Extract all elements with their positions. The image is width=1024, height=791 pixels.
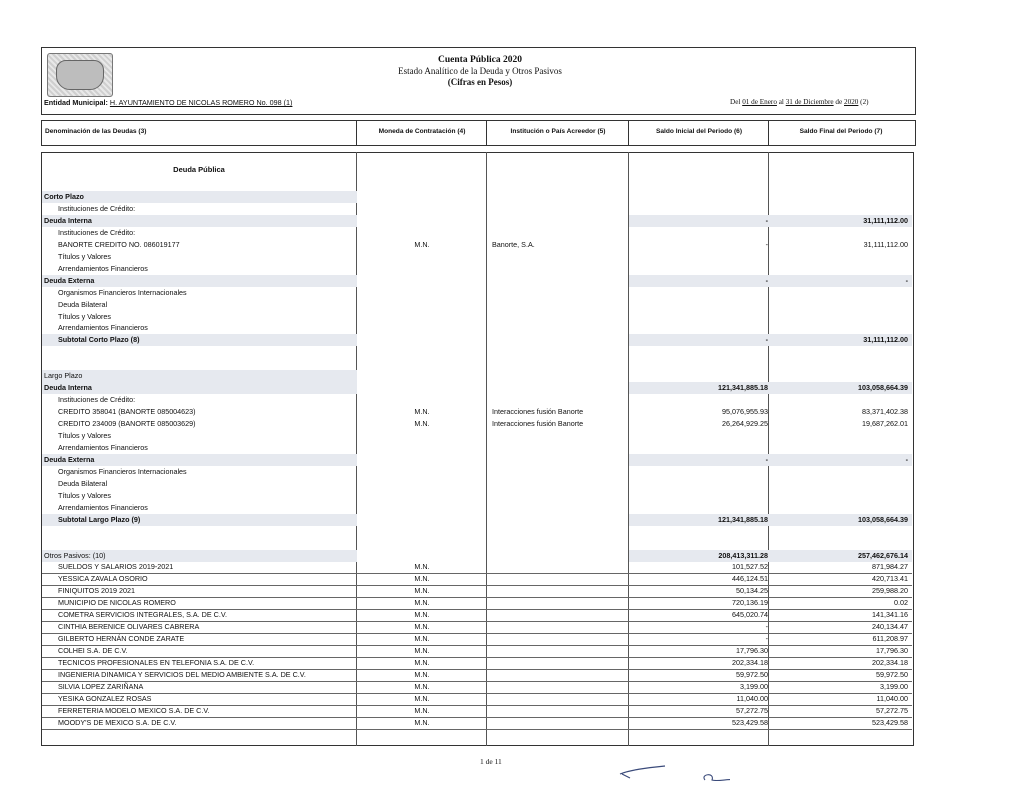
column-divider: [628, 120, 629, 146]
row-saldo-inicial: -: [765, 335, 768, 345]
row-saldo-inicial: -: [765, 634, 768, 644]
row-denominacion: Títulos y Valores: [58, 311, 111, 321]
col-header-saldo-inicial: Saldo Inicial del Periodo (6): [655, 128, 743, 135]
table-row: [42, 275, 912, 287]
row-saldo-final: 523,429.58: [872, 717, 908, 727]
column-divider: [768, 120, 769, 146]
row-saldo-final: -: [905, 454, 908, 464]
row-denominacion: Deuda Bilateral: [58, 299, 108, 309]
row-denominacion: INGENIERIA DINAMICA Y SERVICIOS DEL MEDIO AMBIENTE S.A. DE C.V.: [58, 670, 306, 679]
row-denominacion: COLHEI S.A. DE C.V.: [58, 646, 128, 656]
period-line: [730, 98, 869, 106]
table-row: [42, 418, 912, 430]
table-row: [42, 490, 912, 502]
table-row: [42, 406, 912, 418]
table-row: [42, 514, 912, 526]
row-moneda: M.N.: [414, 717, 430, 727]
table-row: [42, 263, 912, 275]
row-denominacion: Corto Plazo: [44, 192, 84, 201]
row-denominacion: Arrendamientos Financieros: [58, 323, 148, 333]
row-moneda: M.N.: [414, 610, 430, 620]
row-saldo-inicial: 121,341,885.18: [718, 514, 768, 524]
row-denominacion: Títulos y Valores: [58, 251, 111, 261]
row-saldo-inicial: 50,134.25: [736, 586, 768, 596]
row-denominacion: Arrendamientos Financieros: [58, 263, 148, 273]
column-divider: [486, 120, 487, 146]
table-row: [42, 287, 912, 299]
row-institucion: Interacciones fusión Banorte: [492, 419, 584, 429]
table-row: [42, 191, 912, 203]
period-mid: al: [778, 98, 784, 106]
row-saldo-final: 240,134.47: [872, 622, 908, 632]
report-title: Cuenta Pública 2020: [438, 55, 522, 65]
row-saldo-inicial: -: [765, 454, 768, 464]
table-row: [42, 346, 912, 358]
column-divider: [356, 120, 357, 146]
table-row: [42, 358, 912, 370]
row-denominacion: SILVIA LOPEZ ZARIÑANA: [58, 681, 144, 691]
table-row: [42, 454, 912, 466]
row-saldo-inicial: 26,264,929.25: [722, 419, 768, 429]
row-denominacion: Subtotal Corto Plazo (8): [58, 335, 140, 345]
row-moneda: M.N.: [414, 658, 430, 668]
row-denominacion: FINIQUITOS 2019 2021: [58, 586, 135, 596]
row-denominacion: Arrendamientos Financieros: [58, 502, 148, 512]
row-denominacion: Deuda Externa: [44, 275, 95, 285]
row-moneda: M.N.: [414, 670, 430, 679]
row-denominacion: FERRETERIA MODELO MEXICO S.A. DE C.V.: [58, 705, 210, 715]
row-saldo-inicial: 720,136.19: [732, 598, 768, 608]
table-row: [42, 299, 912, 311]
row-denominacion: MUNICIPIO DE NICOLAS ROMERO: [58, 598, 176, 608]
row-denominacion: TECNICOS PROFESIONALES EN TELEFONIA S.A. DE C.V.: [58, 658, 255, 668]
table-row: [42, 251, 912, 263]
row-saldo-final: 103,058,664.39: [858, 383, 908, 393]
row-saldo-final: 19,687,262.01: [862, 419, 908, 429]
row-saldo-final: 0.02: [894, 598, 908, 608]
row-saldo-inicial: 95,076,955.93: [722, 407, 768, 417]
period-prefix: Del: [730, 98, 741, 106]
row-saldo-final: 259,988.20: [872, 586, 908, 596]
report-units: (Cifras en Pesos): [447, 77, 513, 87]
row-denominacion: CINTHIA BERENICE OLIVARES CABRERA: [58, 622, 200, 632]
row-moneda: M.N.: [414, 622, 430, 632]
entity-line: [44, 98, 292, 107]
row-denominacion: Deuda Bilateral: [58, 478, 108, 488]
municipal-seal-logo: [47, 53, 113, 97]
row-denominacion: SUELDOS Y SALARIOS 2019-2021: [58, 562, 174, 572]
period-to: 31 de Diciembre: [785, 98, 834, 106]
row-denominacion: Instituciones de Crédito:: [58, 227, 136, 237]
period-from: 01 de Enero: [742, 98, 777, 106]
row-saldo-final: 871,984.27: [872, 562, 908, 572]
table-row: [42, 394, 912, 406]
row-moneda: M.N.: [414, 586, 430, 596]
table-row: [42, 478, 912, 490]
row-moneda: M.N.: [414, 681, 430, 691]
row-denominacion: Organismos Financieros Internacionales: [58, 466, 187, 476]
row-saldo-inicial: -: [765, 215, 768, 225]
row-saldo-final: 420,713.41: [872, 574, 908, 584]
row-denominacion: CREDITO 358041 (BANORTE 085004623): [58, 407, 196, 417]
table-row: [42, 334, 912, 346]
row-denominacion: Instituciones de Crédito:: [58, 395, 136, 405]
row-moneda: M.N.: [414, 562, 430, 572]
row-saldo-final: 202,334.18: [872, 658, 908, 668]
col-header-institucion: Institución o País Acreedor (5): [510, 128, 606, 135]
row-moneda: M.N.: [414, 705, 430, 715]
row-moneda: M.N.: [414, 239, 430, 249]
row-saldo-inicial: 208,413,311.28: [718, 550, 768, 560]
row-saldo-final: 3,199.00: [880, 681, 908, 691]
row-saldo-inicial: -: [765, 275, 768, 285]
table-row: [42, 526, 912, 538]
row-saldo-final: 83,371,402.38: [862, 407, 908, 417]
period-de: de: [835, 98, 843, 106]
row-saldo-final: 31,111,112.00: [863, 215, 908, 225]
row-saldo-inicial: -: [765, 239, 768, 249]
row-denominacion: GILBERTO HERNÁN CONDE ZARATE: [58, 634, 185, 644]
row-saldo-inicial: -: [765, 622, 768, 632]
row-saldo-final: 257,462,676.14: [858, 550, 908, 560]
table-row: [42, 382, 912, 394]
row-saldo-final: 31,111,112.00: [863, 335, 908, 345]
table-row: [42, 370, 912, 382]
row-saldo-inicial: 11,040.00: [736, 693, 768, 703]
table-row: [42, 239, 912, 251]
period-year: 2020: [844, 98, 859, 106]
table-row: [42, 215, 912, 227]
entity-label: Entidad Municipal:: [44, 98, 108, 107]
row-saldo-inicial: 645,020.74: [732, 610, 768, 620]
row-saldo-final: 103,058,664.39: [858, 514, 908, 524]
signature-marks: [590, 760, 730, 790]
table-row: [42, 322, 912, 334]
row-denominacion: Títulos y Valores: [58, 490, 111, 500]
table-row: [42, 227, 912, 239]
row-denominacion: Largo Plazo: [44, 371, 83, 381]
row-denominacion: YESSICA ZAVALA OSORIO: [58, 574, 148, 584]
row-denominacion: BANORTE CREDITO NO. 086019177: [58, 239, 180, 249]
row-saldo-inicial: 17,796.30: [736, 646, 768, 656]
row-saldo-final: 57,272.75: [876, 705, 908, 715]
row-denominacion: CREDITO 234009 (BANORTE 085003629): [58, 419, 196, 429]
row-moneda: M.N.: [414, 574, 430, 584]
row-moneda: M.N.: [414, 634, 430, 644]
row-saldo-final: 17,796.30: [876, 646, 908, 656]
row-saldo-final: 141,341.16: [872, 610, 908, 620]
row-saldo-inicial: 202,334.18: [732, 658, 768, 668]
row-denominacion: Deuda Interna: [44, 383, 92, 393]
row-denominacion: Instituciones de Crédito:: [58, 203, 136, 213]
table-row: [42, 550, 912, 562]
row-moneda: M.N.: [414, 419, 430, 429]
row-saldo-final: 611,208.97: [872, 634, 908, 644]
row-saldo-final: 11,040.00: [876, 693, 908, 703]
table-row: [42, 502, 912, 514]
row-shading: [42, 191, 357, 203]
table-row: [42, 538, 912, 550]
page-number: 1 de 11: [480, 757, 502, 766]
col-header-denominacion: Denominación de las Deudas (3): [45, 128, 147, 135]
row-denominacion: Otros Pasivos: (10): [44, 550, 106, 560]
row-denominacion: Títulos y Valores: [58, 431, 111, 440]
row-saldo-final: 31,111,112.00: [863, 239, 908, 249]
row-denominacion: Deuda Interna: [44, 215, 92, 225]
row-denominacion: Arrendamientos Financieros: [58, 442, 148, 452]
row-saldo-inicial: 446,124.51: [732, 574, 768, 584]
row-saldo-inicial: 3,199.00: [740, 681, 768, 691]
table-row: [42, 311, 912, 323]
report-subtitle: Estado Analítico de la Deuda y Otros Pasivos: [398, 66, 562, 76]
row-denominacion: YESIKA GONZALEZ ROSAS: [58, 693, 152, 703]
col-header-saldo-final: Saldo Final del Periodo (7): [799, 128, 883, 135]
row-denominacion: COMETRA SERVICIOS INTEGRALES, S.A. DE C.V.: [58, 610, 227, 620]
row-shading: [42, 370, 357, 382]
row-saldo-inicial: 101,527.52: [732, 562, 768, 572]
row-denominacion: MOODY'S DE MEXICO S.A. DE C.V.: [58, 717, 177, 727]
row-moneda: M.N.: [414, 693, 430, 703]
entity-value: H. AYUNTAMIENTO DE NICOLAS ROMERO No. 098 (1): [109, 98, 293, 107]
row-saldo-inicial: 523,429.58: [732, 717, 768, 727]
row-saldo-final: 59,972.50: [876, 670, 908, 679]
row-saldo-inicial: 121,341,885.18: [718, 383, 768, 393]
row-moneda: M.N.: [414, 646, 430, 656]
row-institucion: Banorte, S.A.: [492, 239, 535, 249]
table-row: [42, 442, 912, 454]
row-moneda: M.N.: [414, 407, 430, 417]
row-institucion: Interacciones fusión Banorte: [492, 407, 584, 417]
table-row: [42, 203, 912, 215]
period-note: (2): [860, 98, 869, 106]
row-denominacion: Deuda Externa: [44, 454, 95, 464]
row-moneda: M.N.: [414, 598, 430, 608]
row-denominacion: Subtotal Largo Plazo (9): [58, 514, 141, 524]
col-header-moneda: Moneda de Contratación (4): [378, 128, 466, 135]
row-saldo-inicial: 57,272.75: [736, 705, 768, 715]
section-title: Deuda Pública: [173, 165, 225, 174]
table-row: [42, 430, 912, 442]
row-saldo-final: -: [905, 275, 908, 285]
row-denominacion: Organismos Financieros Internacionales: [58, 287, 187, 297]
table-row: [42, 717, 912, 730]
row-saldo-inicial: 59,972.50: [736, 670, 768, 679]
table-row: [42, 466, 912, 478]
